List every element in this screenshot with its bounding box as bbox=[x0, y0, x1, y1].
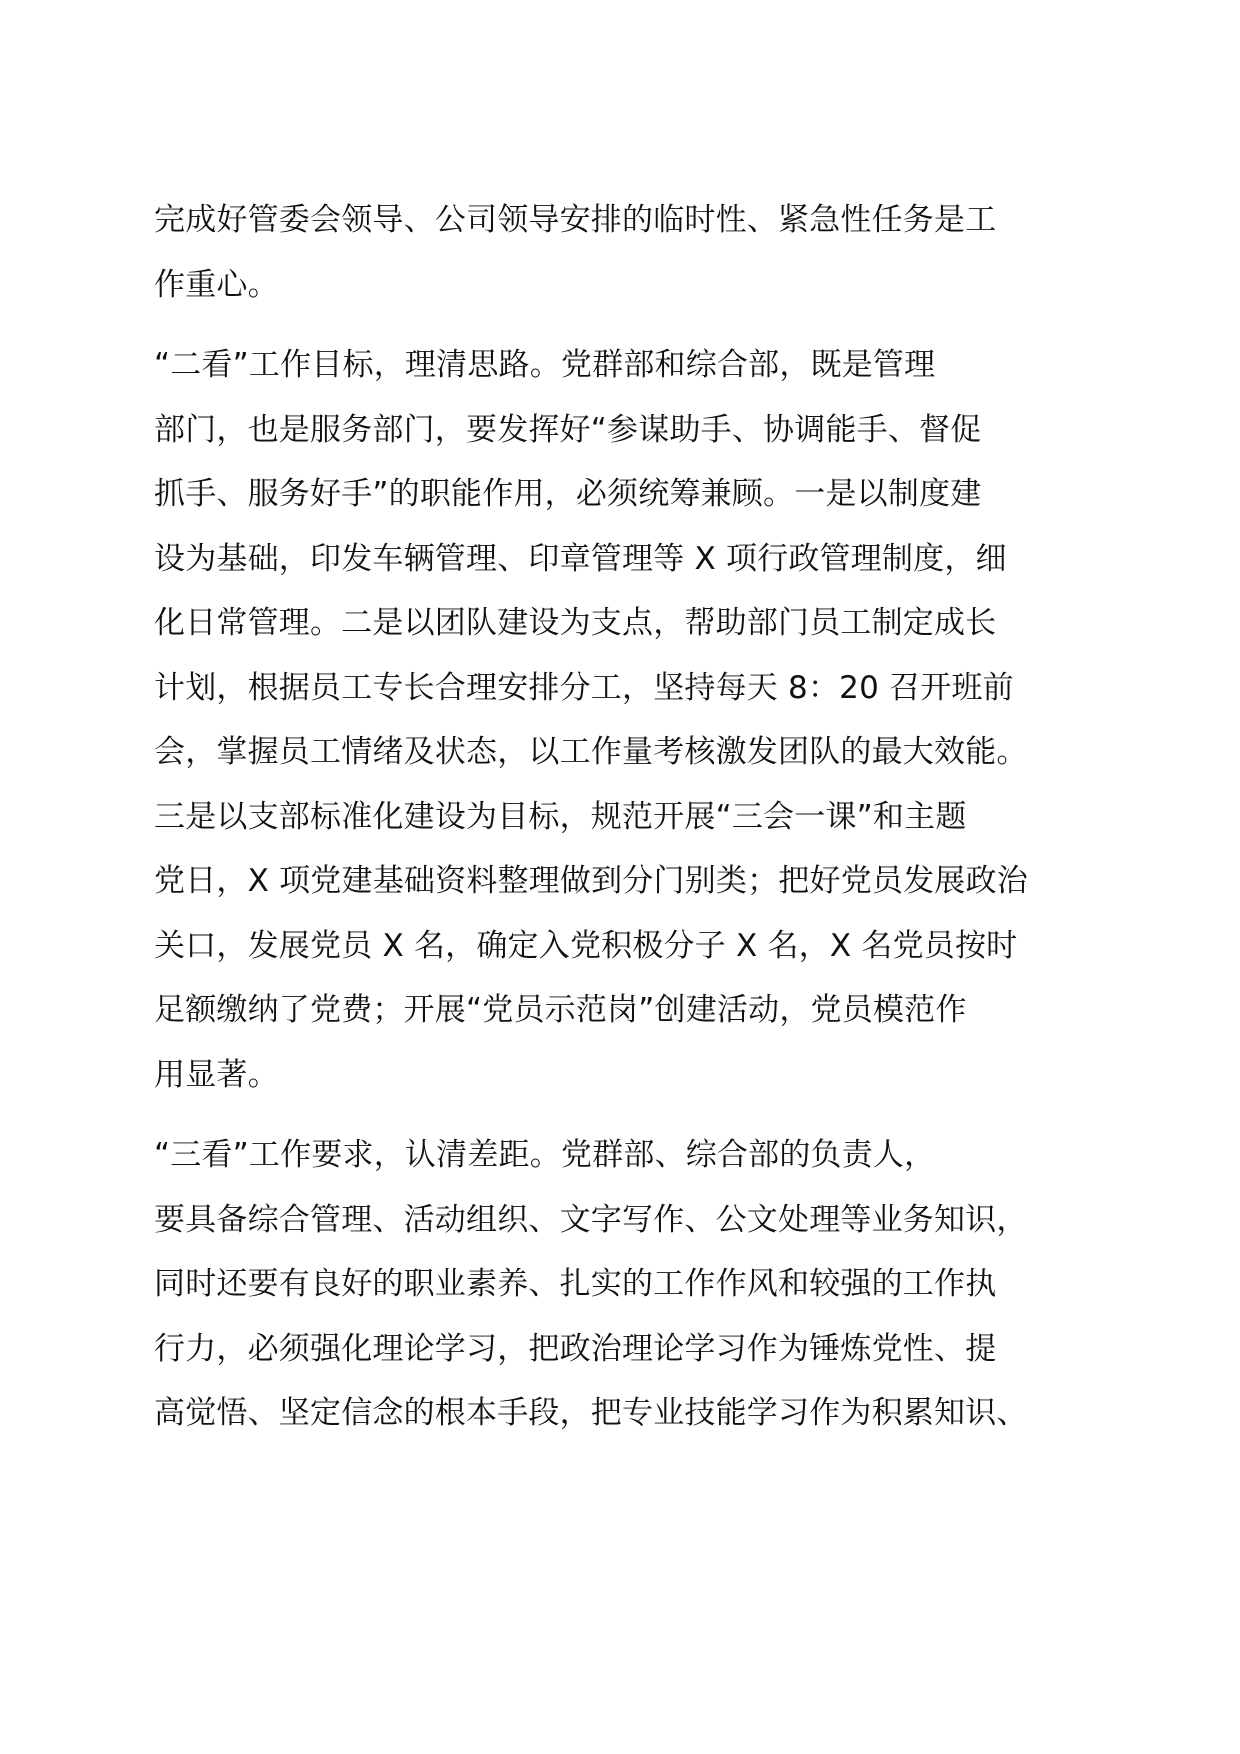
text-line: 会，掌握员工情绪及状态，以工作量考核激发团队的最大效能。 bbox=[154, 734, 1028, 770]
paragraph-spacer bbox=[154, 317, 1094, 333]
text-line: 部门，也是服务部门，要发挥好“参谋助手、协调能手、督促 bbox=[154, 411, 982, 448]
text-line: 抓手、服务好手”的职能作用，必须统筹兼顾。一是以制度建 bbox=[154, 476, 982, 512]
text-line: 化日常管理。二是以团队建设为支点，帮助部门员工制定成长 bbox=[154, 605, 997, 641]
text-line: “二看”工作目标，理清思路。党群部和综合部，既是管理 bbox=[154, 347, 936, 383]
text-line: 要具备综合管理、活动组织、文字写作、公文处理等业务知识， bbox=[154, 1201, 1028, 1238]
paragraph-spacer bbox=[154, 1107, 1094, 1123]
text-line: 行力，必须强化理论学习，把政治理论学习作为锤炼党性、提 bbox=[154, 1330, 997, 1367]
text-line: 同时还要有良好的职业素养、扎实的工作作风和较强的工作执 bbox=[154, 1266, 997, 1302]
paragraph bbox=[154, 1123, 1094, 1446]
text-line: 党日，X 项党建基础资料整理做到分门别类；把好党员发展政治 bbox=[154, 863, 1028, 899]
text-line: 用显著。 bbox=[154, 1056, 279, 1093]
text-line: 设为基础，印发车辆管理、印章管理等 X 项行政管理制度，细 bbox=[154, 540, 1007, 577]
text-line: 计划，根据员工专长合理安排分工，坚持每天 8：20 召开班前 bbox=[154, 669, 1014, 706]
text-line: 足额缴纳了党费；开展“党员示范岗”创建活动，党员模范作 bbox=[154, 992, 967, 1028]
text-line: 完成好管委会领导、公司领导安排的临时性、紧急性任务是工 bbox=[154, 202, 997, 238]
body-text bbox=[154, 188, 1094, 1446]
text-line: 三是以支部标准化建设为目标，规范开展“三会一课”和主题 bbox=[154, 798, 967, 835]
paragraph bbox=[154, 333, 1094, 1107]
text-line: 高觉悟、坚定信念的根本手段，把专业技能学习作为积累知识、 bbox=[154, 1395, 1028, 1431]
text-line: 作重心。 bbox=[154, 266, 279, 303]
text-line: 关口，发展党员 X 名，确定入党积极分子 X 名，X 名党员按时 bbox=[154, 927, 1018, 964]
paragraph bbox=[154, 188, 1094, 317]
text-line: “三看”工作要求，认清差距。党群部、综合部的负责人， bbox=[154, 1137, 936, 1173]
